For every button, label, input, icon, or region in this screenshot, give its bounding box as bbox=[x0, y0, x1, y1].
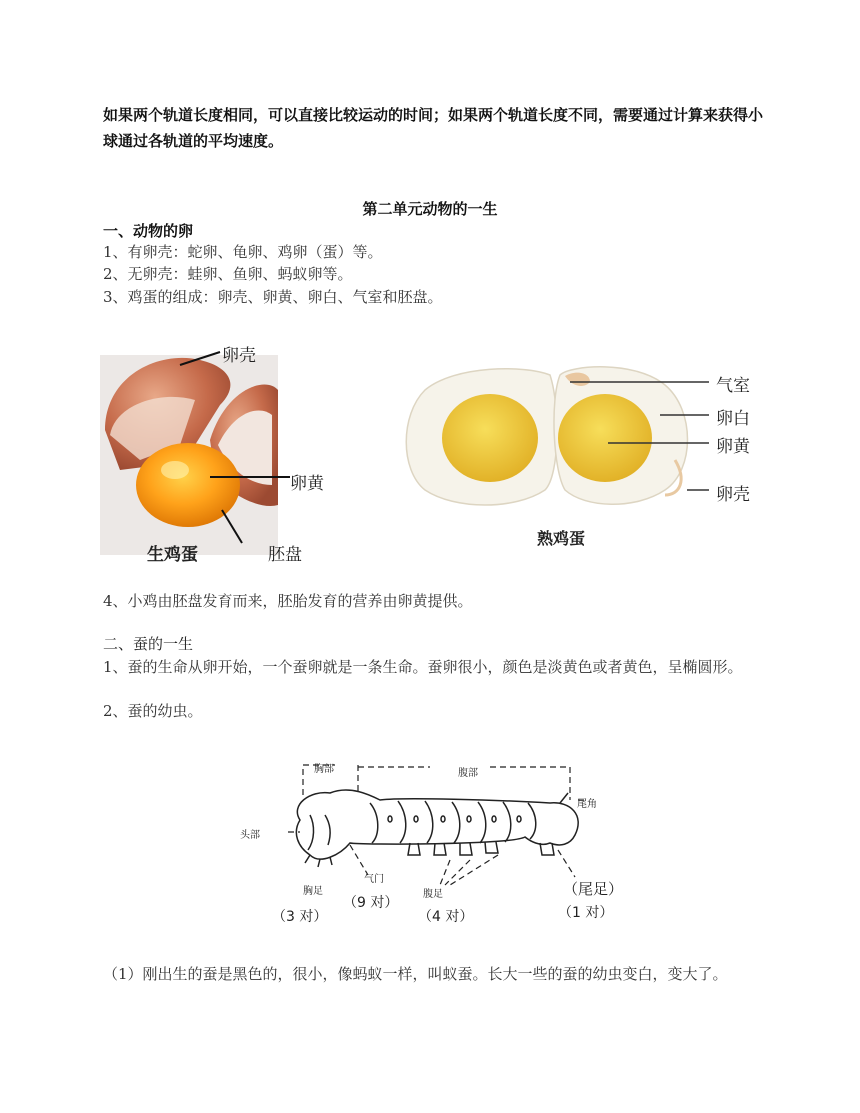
silkworm-spiracle-count: （9 对） bbox=[343, 895, 399, 911]
raw-egg-shell-label: 卵壳 bbox=[222, 346, 256, 366]
intro-paragraph: 如果两个轨道长度相同，可以直接比较运动的时间；如果两个轨道长度不同，需要通过计算来获得小球通过各轨道的平均速度。 bbox=[103, 106, 764, 150]
silkworm-thorax-label: 胸部 bbox=[314, 764, 334, 775]
silkworm-tail-count: （1 对） bbox=[558, 905, 614, 921]
unit-title: 第二单元动物的一生 bbox=[362, 200, 498, 218]
cooked-egg-white-label: 卵白 bbox=[716, 409, 750, 429]
list-item: （1）刚出生的蚕是黑色的，很小，像蚂蚁一样，叫蚁蚕。长大一些的蚕的幼虫变白，变大了。 bbox=[103, 965, 728, 983]
silkworm-abdominal-legs-label: 腹足 bbox=[423, 889, 443, 900]
list-item: 4、小鸡由胚盘发育而来，胚胎发育的营养由卵黄提供。 bbox=[103, 592, 473, 610]
raw-egg-disc-label: 胚盘 bbox=[268, 545, 302, 565]
list-item: 1、有卵壳：蛇卵、龟卵、鸡卵（蛋）等。 bbox=[103, 243, 383, 261]
list-item: 1、蚕的生命从卵开始，一个蚕卵就是一条生命。蚕卵很小，颜色是淡黄色或者黄色，呈椭圆形。 bbox=[103, 658, 743, 676]
silkworm-head-label: 头部 bbox=[240, 830, 260, 841]
silkworm-abdomen-label: 腹部 bbox=[458, 768, 478, 779]
silkworm-thoracic-count: （3 对） bbox=[272, 909, 328, 925]
silkworm-abdominal-count: （4 对） bbox=[418, 909, 474, 925]
silkworm-tail-legs-label: （尾足） bbox=[563, 880, 624, 898]
cooked-egg-shell-label: 卵壳 bbox=[716, 485, 750, 505]
silkworm-spiracle-label: 气门 bbox=[364, 874, 384, 885]
raw-egg-illustration bbox=[100, 335, 340, 565]
list-item: 2、蚕的幼虫。 bbox=[103, 702, 203, 720]
raw-egg-caption: 生鸡蛋 bbox=[147, 545, 198, 565]
raw-egg-yolk-label: 卵黄 bbox=[290, 474, 324, 494]
list-item: 3、鸡蛋的组成：卵壳、卵黄、卵白、气室和胚盘。 bbox=[103, 288, 443, 306]
cooked-egg-yolk-label: 卵黄 bbox=[716, 437, 750, 457]
section-heading-eggs: 一、动物的卵 bbox=[103, 222, 194, 240]
list-item: 2、无卵壳：蛙卵、鱼卵、蚂蚁卵等。 bbox=[103, 265, 353, 283]
cooked-egg-illustration bbox=[395, 360, 765, 520]
section-heading-silkworm: 二、蚕的一生 bbox=[103, 635, 194, 653]
cooked-egg-air-label: 气室 bbox=[716, 376, 750, 396]
silkworm-thoracic-legs-label: 胸足 bbox=[303, 886, 323, 897]
cooked-egg-caption: 熟鸡蛋 bbox=[537, 529, 586, 548]
silkworm-tail-horn-label: 尾角 bbox=[577, 799, 597, 810]
